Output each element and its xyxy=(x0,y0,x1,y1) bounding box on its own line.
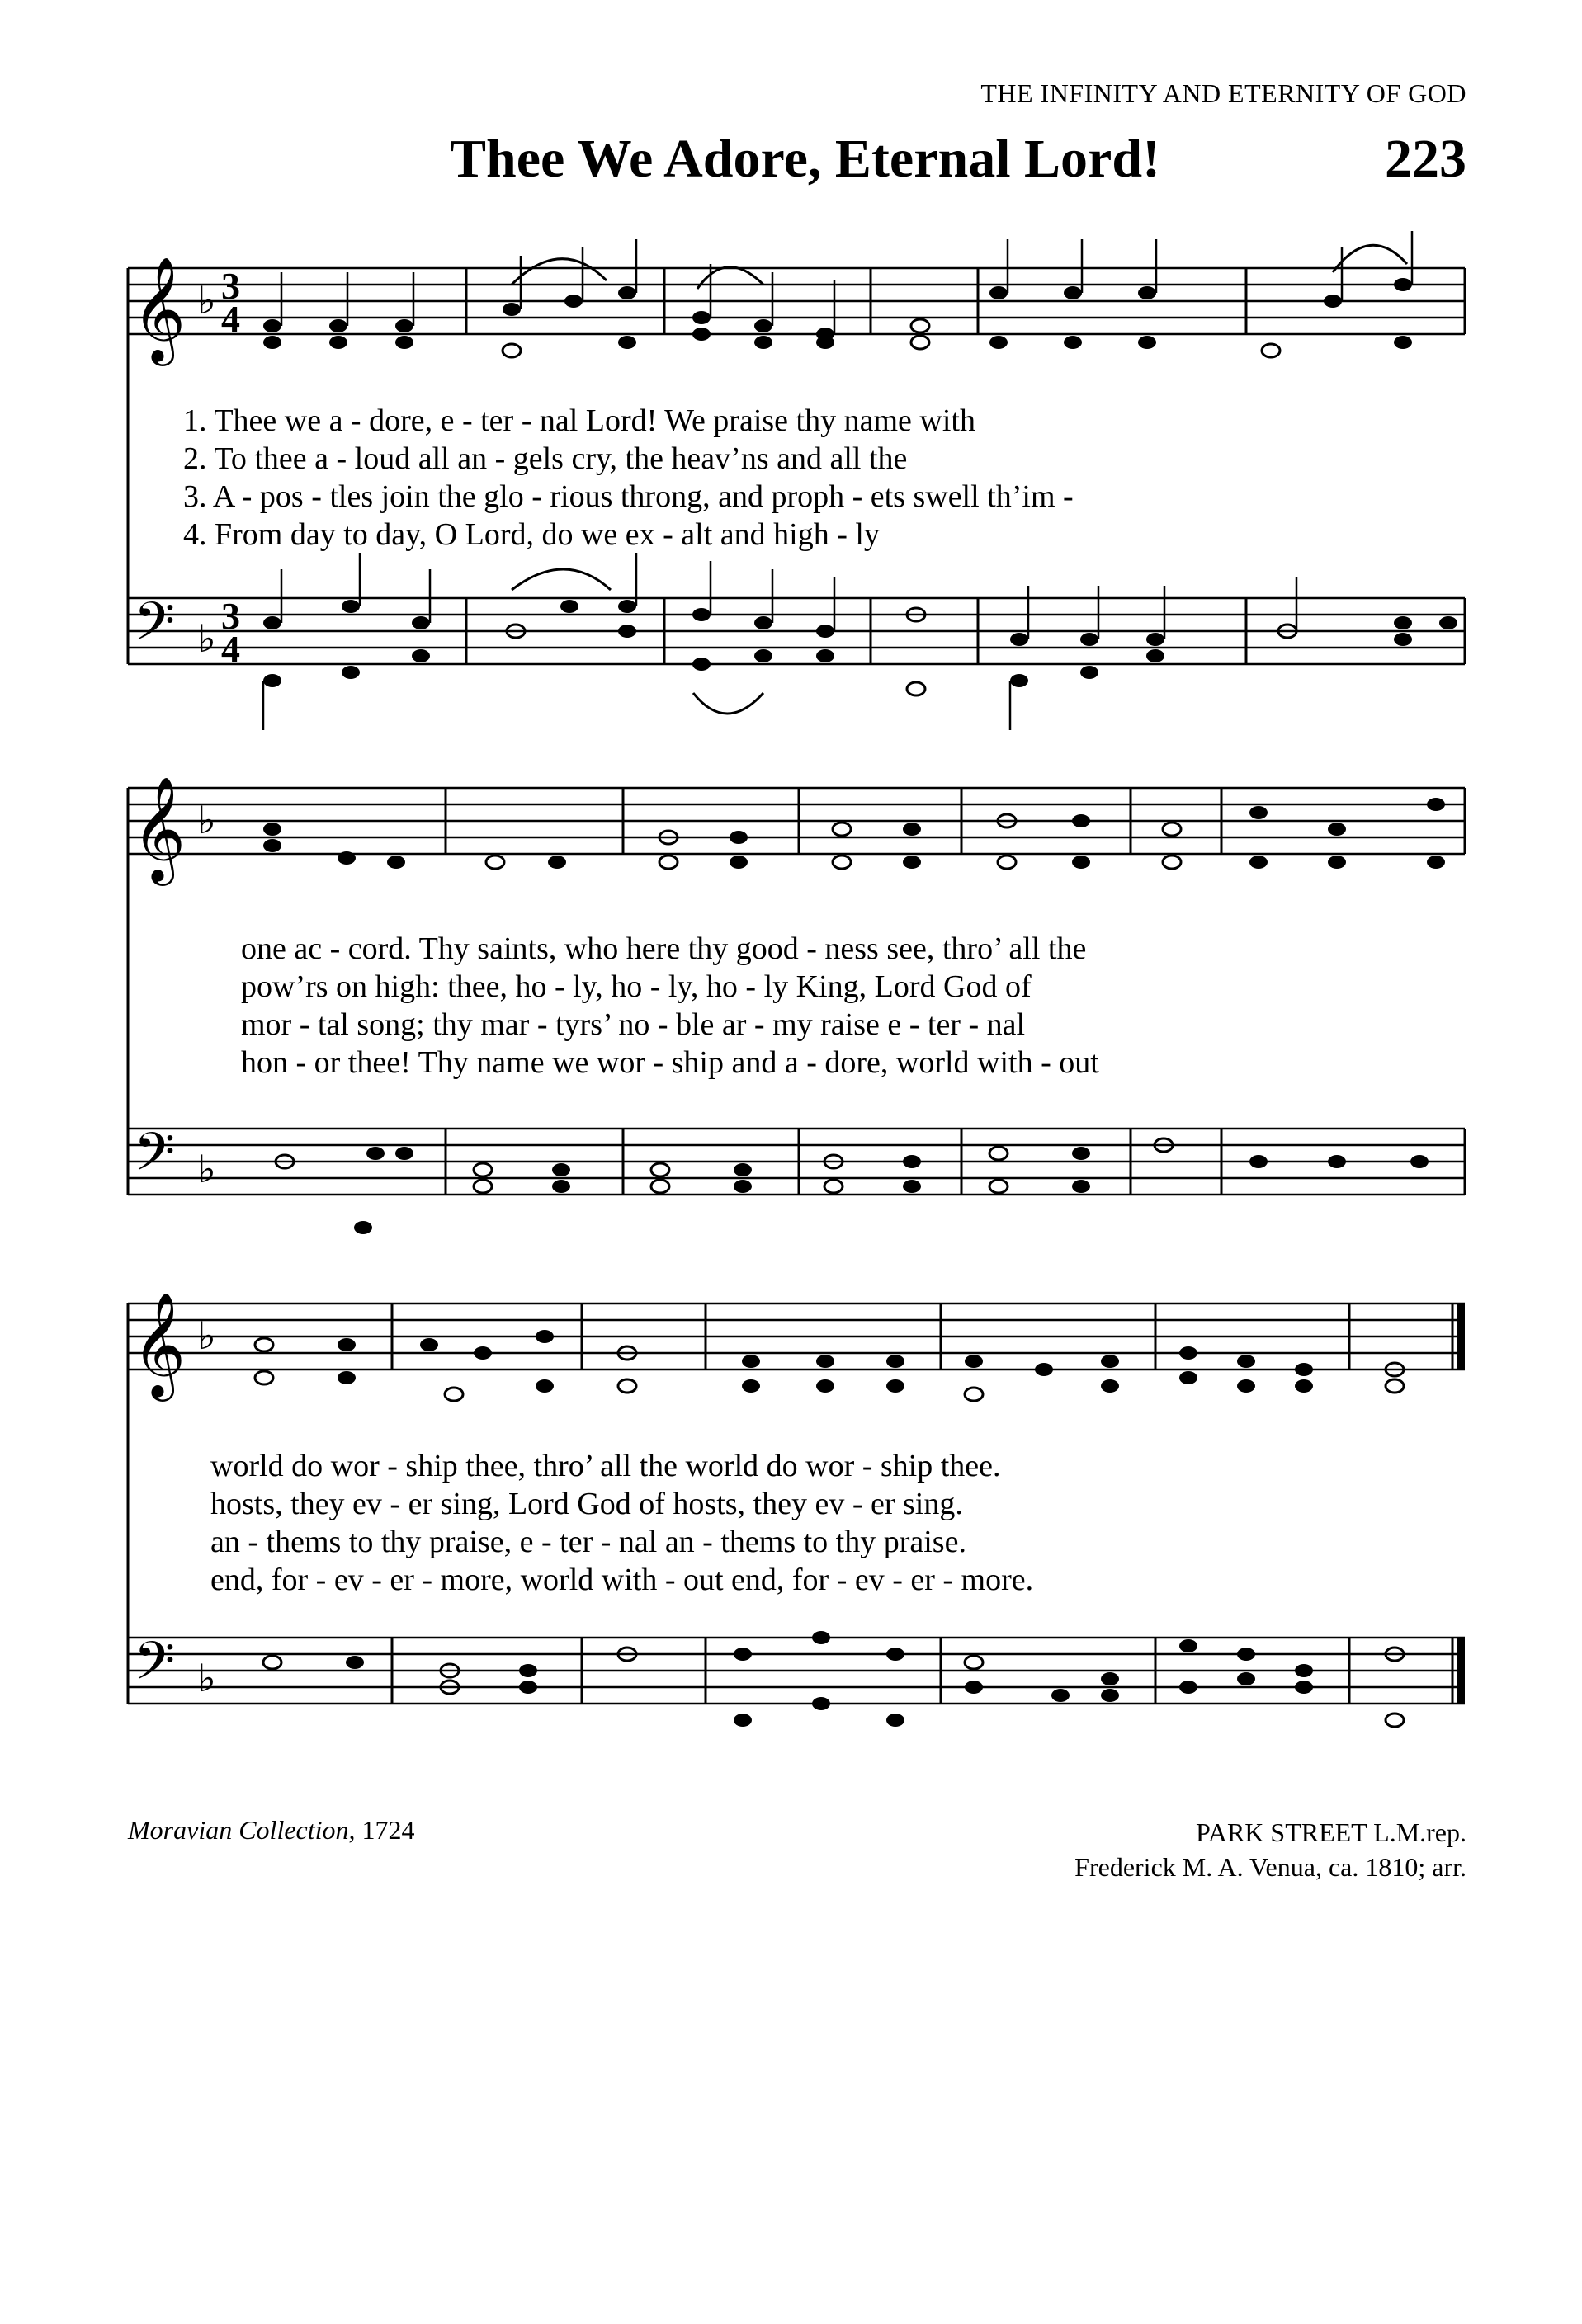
final-barline xyxy=(1457,1303,1465,1704)
noteheads-system-2 xyxy=(263,798,1445,869)
lyric-line: 3. A - pos - tles join the glo - rious throng, and proph - ets swell th’im - xyxy=(183,479,1074,514)
flat-icon: ♭ xyxy=(198,1313,216,1358)
lyric-line: one ac - cord. Thy saints, who here thy good - ness see, thro’ all the xyxy=(241,931,1087,966)
hymn-number: 223 xyxy=(1385,129,1466,189)
bass-staff-3 xyxy=(128,1638,1465,1704)
flat-icon: ♭ xyxy=(198,1656,216,1700)
noteheads-bass-2 xyxy=(354,1147,1429,1234)
bass-clef-icon: 𝄢 xyxy=(134,1122,176,1196)
lyric-line: end, for - ev - er - more, world with - out end, for - ev - er - more. xyxy=(210,1563,1034,1597)
bass-clef-icon: 𝄢 xyxy=(134,592,176,666)
flat-icon: ♭ xyxy=(198,278,216,323)
treble-clef-icon: 𝄞 xyxy=(132,775,187,881)
section-heading: THE INFINITY AND ETERNITY OF GOD xyxy=(980,78,1466,108)
lyric-line: pow’rs on high: thee, ho - ly, ho - ly, ho - ly King, Lord God of xyxy=(241,969,1032,1004)
flat-icon: ♭ xyxy=(198,616,216,661)
treble-clef-icon: 𝄞 xyxy=(132,256,187,361)
lyric-line: 1. Thee we a - dore, e - ter - nal Lord! We praise thy name with xyxy=(183,403,975,438)
lyric-line: mor - tal song; thy mar - tyrs’ no - ble ar - my raise e - ter - nal xyxy=(241,1007,1026,1042)
halfnotes-bass-1 xyxy=(507,608,1296,695)
text-source: Moravian Collection, xyxy=(128,1815,356,1845)
text-source-year: 1724 xyxy=(361,1815,415,1845)
flat-icon: ♭ xyxy=(198,798,216,842)
noteheads-bass-1 xyxy=(263,600,1457,687)
tune-name: PARK STREET L.M.rep. xyxy=(1195,1817,1466,1847)
text-attribution xyxy=(128,1815,415,1846)
lyric-line: hon - or thee! Thy name we wor - ship and a - dore, world with - out xyxy=(241,1045,1099,1080)
tune-attribution xyxy=(1074,1815,1466,1884)
halfnotes-system-1 xyxy=(503,319,1280,357)
treble-staff-3 xyxy=(128,1303,1465,1369)
treble-staff-1 xyxy=(128,268,1465,334)
lyric-line: an - thems to thy praise, e - ter - nal an - thems to thy praise. xyxy=(210,1525,966,1559)
composer: Frederick M. A. Venua, ca. 1810; arr. xyxy=(1074,1852,1466,1882)
noteheads-system-3 xyxy=(338,1330,1313,1393)
treble-staff-2 xyxy=(128,788,1465,854)
time-sig-bottom: 4 xyxy=(221,628,240,670)
treble-clef-icon: 𝄞 xyxy=(132,1291,187,1397)
lyric-line: world do wor - ship thee, thro’ all the world do wor - ship thee. xyxy=(210,1449,1001,1483)
lyric-line: hosts, they ev - er sing, Lord God of hosts, they ev - er sing. xyxy=(210,1487,963,1521)
bass-clef-icon: 𝄢 xyxy=(134,1631,176,1705)
time-sig-bottom: 4 xyxy=(221,298,240,340)
noteheads-bass-3 xyxy=(346,1631,1313,1727)
lyric-line: 2. To thee a - loud all an - gels cry, the heav’ns and all the xyxy=(183,441,908,476)
time-sig-top: 3 xyxy=(221,595,240,637)
hymn-title: Thee We Adore, Eternal Lord! xyxy=(450,129,1161,189)
noteheads-system-1 xyxy=(263,278,1412,349)
lyric-line: 4. From day to day, O Lord, do we ex - alt and high - ly xyxy=(183,517,880,552)
time-sig-top: 3 xyxy=(221,265,240,307)
flat-icon: ♭ xyxy=(198,1147,216,1191)
bass-staff-1 xyxy=(128,598,1465,664)
